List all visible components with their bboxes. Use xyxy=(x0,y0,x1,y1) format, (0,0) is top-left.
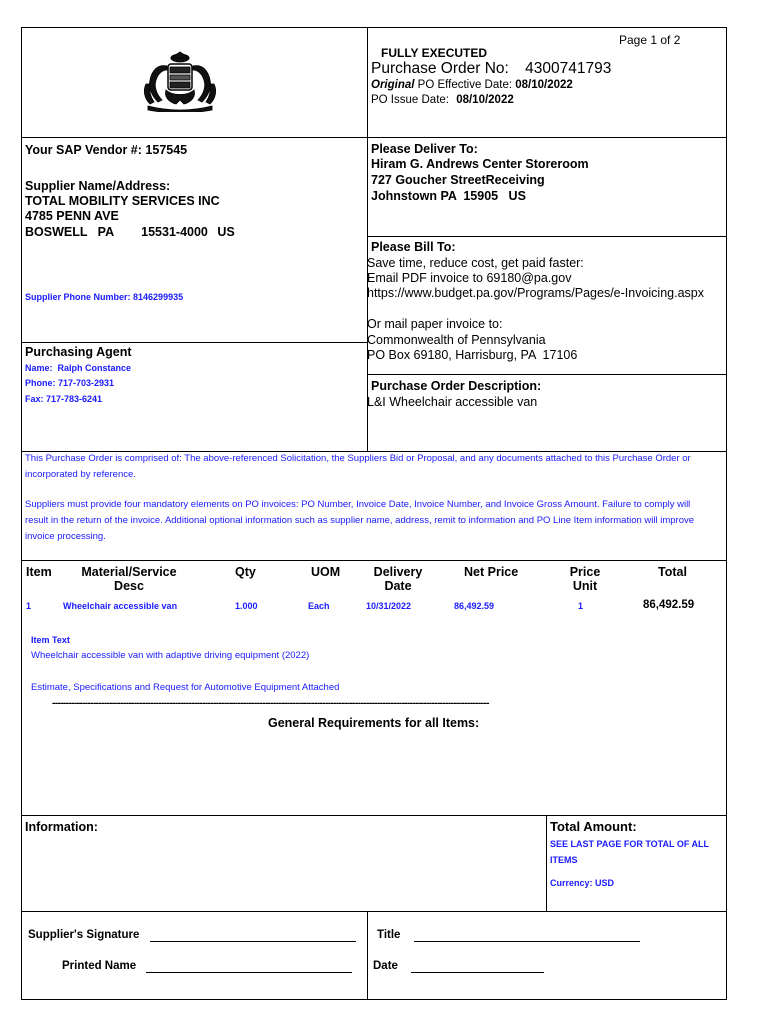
bill-line-5: Commonwealth of Pennsylvania xyxy=(367,333,546,347)
frame-bottom xyxy=(21,999,727,1000)
col-header-net-price: Net Price xyxy=(464,565,519,579)
po-number-label: Purchase Order No: xyxy=(371,60,509,77)
row-uom: Each xyxy=(308,601,330,611)
agent-fax: Fax: 717-783-6241 xyxy=(25,394,103,404)
row-net-price: 86,492.59 xyxy=(454,601,495,611)
sap-vendor-number: 157545 xyxy=(145,143,188,157)
dash-separator: ---------------------------------------------------------------------------------------------------------------------------------------------------------------- xyxy=(52,698,489,709)
item-text-line-1: Wheelchair accessible van with adaptive driving equipment (2022) xyxy=(31,650,310,661)
information-label: Information: xyxy=(25,820,98,834)
supplier-name: TOTAL MOBILITY SERVICES INC xyxy=(25,194,220,208)
item-text-label: Item Text xyxy=(31,635,70,645)
deliver-line-1: Hiram G. Andrews Center Storeroom xyxy=(371,157,589,171)
po-issue-date-line xyxy=(371,94,514,106)
title-label: Title xyxy=(377,929,401,941)
po-issue-label: PO Issue Date: xyxy=(371,94,449,106)
supplier-signature-label: Supplier's Signature xyxy=(28,929,140,941)
col-header-item: Item xyxy=(26,565,52,579)
col-header-total: Total xyxy=(658,565,687,579)
printed-name-field[interactable] xyxy=(146,972,352,973)
supplier-phone-label: Supplier Phone Number: xyxy=(25,292,131,302)
po-effective-prefix: Original xyxy=(371,79,415,91)
col-header-delivery: Delivery Date xyxy=(373,565,423,593)
terms-paragraph-1: This Purchase Order is comprised of: The above-referenced Solicitation, the Suppliers Bid or Proposal, and any documents attached to this Purchase Order or incorporated by reference. xyxy=(25,453,691,480)
row-price-unit: 1 xyxy=(578,601,584,611)
po-effective-label: PO Effective Date: xyxy=(417,79,513,91)
divider-description xyxy=(367,374,727,375)
deliver-line-2: 727 Goucher StreetReceiving xyxy=(371,173,545,187)
col-header-uom: UOM xyxy=(311,565,341,579)
col-header-qty: Qty xyxy=(235,565,256,579)
total-amount-note: SEE LAST PAGE FOR TOTAL OF ALL ITEMS xyxy=(550,839,709,865)
agent-phone: Phone: 717-703-2931 xyxy=(25,378,115,388)
row-item: 1 xyxy=(26,601,32,611)
item-text-line-2: Estimate, Specifications and Request for Automotive Equipment Attached xyxy=(31,682,340,693)
terms-paragraph-2: Suppliers must provide four mandatory elements on PO invoices: PO Number, Invoice Date, Invoice Number, and Invoice Gross Amount. Failure to comply will result in the return of the invoice. Additional optional information such as supplier name, address, remit to information and PO Line Item information will improve invoice processing. xyxy=(25,499,695,542)
bill-line-2: Email PDF invoice to 69180@pa.gov xyxy=(367,271,572,285)
sap-vendor-label: Your SAP Vendor #: xyxy=(25,143,142,157)
po-effective-date: 08/10/2022 xyxy=(515,79,573,91)
title-field[interactable] xyxy=(414,941,640,942)
po-number-line xyxy=(371,60,611,78)
deliver-line-3: Johnstown PA 15905 US xyxy=(371,189,526,203)
divider-table-top xyxy=(21,560,727,561)
row-qty: 1.000 xyxy=(235,601,258,611)
deliver-heading: Please Deliver To: xyxy=(371,142,478,156)
divider-footer-vertical xyxy=(546,815,547,912)
divider-agent xyxy=(21,342,368,343)
frame-right xyxy=(726,27,727,1000)
supplier-street: 4785 PENN AVE xyxy=(25,209,119,223)
po-number: 4300741793 xyxy=(525,60,612,77)
date-field[interactable] xyxy=(411,972,544,973)
supplier-phone: 8146299935 xyxy=(133,292,184,302)
col-header-price-unit: Price Unit xyxy=(569,565,601,593)
agent-name: Name: Ralph Constance xyxy=(25,363,132,373)
divider-header xyxy=(21,137,727,138)
bill-line-1: Save time, reduce cost, get paid faster: xyxy=(367,256,584,270)
frame-left xyxy=(21,27,22,1000)
row-material: Wheelchair accessible van xyxy=(63,601,178,611)
agent-heading: Purchasing Agent xyxy=(25,345,132,359)
col-header-material: Material/Service Desc xyxy=(81,565,177,593)
description-heading: Purchase Order Description: xyxy=(371,379,542,393)
bill-heading: Please Bill To: xyxy=(371,240,456,254)
general-requirements-heading: General Requirements for all Items: xyxy=(268,716,480,730)
divider-signature xyxy=(21,911,727,912)
bill-line-4: Or mail paper invoice to: xyxy=(367,317,503,331)
status-label: FULLY EXECUTED xyxy=(381,46,488,60)
currency-label: Currency: USD xyxy=(550,878,615,888)
frame-top xyxy=(21,27,727,28)
supplier-zip: 15531-4000 xyxy=(141,225,208,239)
supplier-signature-field[interactable] xyxy=(150,941,356,942)
pennsylvania-seal-icon xyxy=(140,50,220,112)
divider-signature-vertical xyxy=(367,911,368,1000)
divider-deliver xyxy=(367,236,727,237)
supplier-phone-line xyxy=(25,292,183,302)
total-amount-label: Total Amount: xyxy=(550,819,637,834)
bill-line-6: PO Box 69180, Harrisburg, PA 17106 xyxy=(367,348,578,362)
supplier-country: US xyxy=(217,225,235,239)
supplier-heading: Supplier Name/Address: xyxy=(25,179,171,193)
divider-middle-vertical xyxy=(367,27,368,451)
bill-line-3: https://www.budget.pa.gov/Programs/Pages/e-Invoicing.aspx xyxy=(367,286,704,300)
row-delivery: 10/31/2022 xyxy=(366,601,412,611)
po-issue-date: 08/10/2022 xyxy=(456,94,514,106)
date-label: Date xyxy=(373,960,398,972)
supplier-city-line xyxy=(25,225,235,239)
supplier-city: BOSWELL PA xyxy=(25,225,114,239)
page-indicator: Page 1 of 2 xyxy=(619,33,681,47)
sap-vendor-line xyxy=(25,143,187,157)
description-text: L&I Wheelchair accessible van xyxy=(367,395,538,409)
divider-footer xyxy=(21,815,727,816)
row-total: 86,492.59 xyxy=(643,599,695,611)
po-effective-date-line xyxy=(371,79,573,91)
printed-name-label: Printed Name xyxy=(62,960,137,972)
